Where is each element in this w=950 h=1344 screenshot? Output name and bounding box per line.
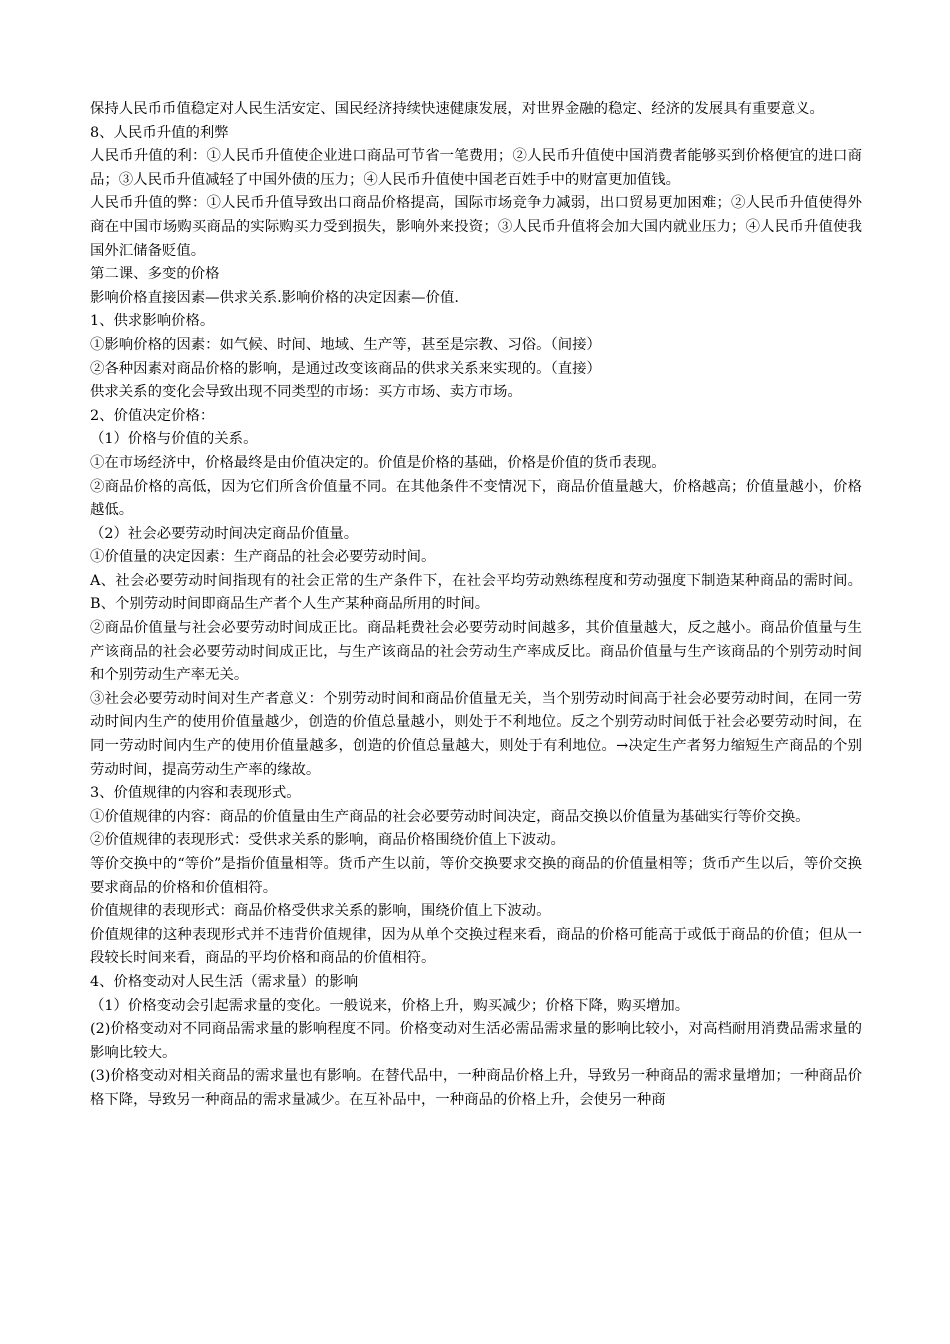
subsection-heading: （1）价格与价值的关系。 <box>90 431 258 448</box>
paragraph: A、社会必要劳动时间指现有的社会正常的生产条件下，在社会平均劳动熟练程度和劳动强度下制造某种商品的需时间。B、个别劳动时间即商品生产者个人生产某种商品所用的时间。 <box>90 572 862 613</box>
section-heading: 3、价值规律的内容和表现形式。 <box>90 785 301 802</box>
paragraph: ①在市场经济中，价格最终是由价值决定的。价值是价格的基础，价格是价值的货币表现。 <box>90 454 666 471</box>
paragraph: ②商品价格的高低，因为它们所含价值量不同。在其他条件不变情况下，商品价值量越大，价格越高；价值量越小，价格越低。 <box>90 478 862 519</box>
document-page <box>90 98 862 1113</box>
paragraph: ②商品价值量与社会必要劳动时间成正比。商品耗费社会必要劳动时间越多，其价值量越大，反之越小。商品价值量与生产该商品的社会必要劳动时间成正比，与生产该商品的社会劳动生产率成反比。商品价值量与生产该商品的个别劳动时间和个别劳动生产率无关。 <box>90 620 862 684</box>
paragraph: (2)价格变动对不同商品需求量的影响程度不同。价格变动对生活必需品需求量的影响比较小，对高档耐用消费品需求量的影响比较大。 <box>90 1021 862 1061</box>
paragraph: (3)价格变动对相关商品的需求量也有影响。在替代品中，一种商品价格上升，导致另一种商品的需求量增加；一种商品价格下降，导致另一种商品的需求量减少。在互补品中，一种商品的价格上升，会使另一种商 <box>90 1068 862 1108</box>
section-heading: 1、供求影响价格。 <box>90 313 215 330</box>
lesson-heading: 第二课、多变的价格 <box>90 266 220 283</box>
section-heading: 4、价格变动对人民生活（需求量）的影响 <box>90 973 359 990</box>
paragraph: ①影响价格的因素：如气候、时间、地域、生产等，甚至是宗教、习俗。（间接） <box>90 336 601 353</box>
section-heading: 8、人民币升值的利弊 <box>90 124 229 141</box>
paragraph: ③社会必要劳动时间对生产者意义：个别劳动时间和商品价值量无关，当个别劳动时间高于社会必要劳动时间，在同一劳动时间内生产的使用价值量越少，创造的价值总量越小，则处于不利地位。反之个别劳动时间低于社会必要劳动时间，在同一劳动时间内生产的使用价值量越多，创造的价值总量越大，则处于有利地位。→决定生产者努力缩短生产商品的个别劳动时间，提高劳动生产率的缘故。 <box>90 690 862 778</box>
paragraph: ②价值规律的表现形式：受供求关系的影响，商品价格围绕价值上下波动。 <box>90 832 565 849</box>
paragraph: 价值规律的这种表现形式并不违背价值规律，因为从单个交换过程来看，商品的价格可能高于或低于商品的价值；但从一段较长时间来看，商品的平均价格和商品的价值相符。 <box>90 926 862 967</box>
paragraph: （1）价格变动会引起需求量的变化。一般说来，价格上升，购买减少；价格下降，购买增加。 <box>90 997 690 1014</box>
paragraph: 影响价格直接因素—供求关系.影响价格的决定因素—价值. <box>90 289 459 306</box>
paragraph: 供求关系的变化会导致出现不同类型的市场：买方市场、卖方市场。 <box>90 384 522 401</box>
paragraph: ①价值规律的内容：商品的价值量由生产商品的社会必要劳动时间决定，商品交换以价值量为基础实行等价交换。 <box>90 808 810 825</box>
paragraph: ②各种因素对商品价格的影响，是通过改变该商品的供求关系来实现的。（直接） <box>90 360 601 377</box>
paragraph: 人民币升值的弊：①人民币升值导致出口商品价格提高，国际市场竞争力减弱，出口贸易更加困难；②人民币升值使得外商在中国市场购买商品的实际购买力受到损失，影响外来投资；③人民币升值将会加大国内就业压力；④人民币升值使我国外汇储备贬值。 <box>90 195 862 259</box>
section-heading: 2、价值决定价格： <box>90 407 215 424</box>
subsection-heading: （2）社会必要劳动时间决定商品价值量。 <box>90 525 359 542</box>
paragraph: 人民币升值的利：①人民币升值使企业进口商品可节省一笔费用；②人民币升值使中国消费者能够买到价格便宜的进口商品；③人民币升值减轻了中国外债的压力；④人民币升值使中国老百姓手中的财富更加值钱。 <box>90 148 862 188</box>
paragraph: ①价值量的决定因素：生产商品的社会必要劳动时间。 <box>90 549 436 566</box>
paragraph: 保持人民币币值稳定对人民生活安定、国民经济持续快速健康发展，对世界金融的稳定、经济的发展具有重要意义。 <box>90 101 824 117</box>
paragraph: 价值规律的表现形式：商品价格受供求关系的影响，围绕价值上下波动。 <box>90 903 551 920</box>
paragraph: 等价交换中的“等价”是指价值量相等。货币产生以前，等价交换要求交换的商品的价值量相等；货币产生以后，等价交换要求商品的价格和价值相符。 <box>90 856 862 896</box>
